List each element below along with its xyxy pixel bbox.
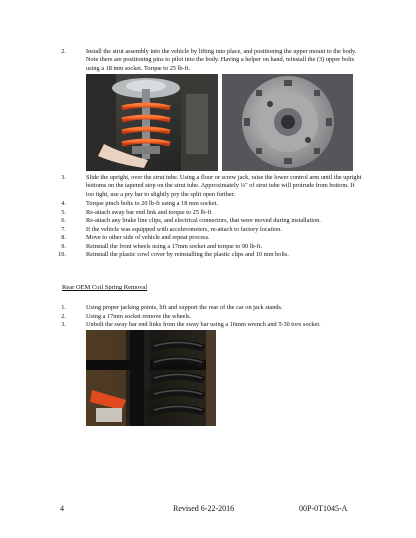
step-number: 3. (61, 321, 66, 328)
section-title: Rear OEM Coil Spring Removal (62, 284, 148, 291)
step-number: 2. (61, 312, 66, 320)
step-text: Unbolt the sway bar end links from the sway bar using a 16mm wrench and T-30 torx socket. (86, 321, 321, 328)
step-text: Slide the upright, over the strut tube. Using a floor or screw jack, raise the lower control arm until the upright bottoms on the tapered stop on the strut tube. Approximately ¼" of strut tube will protrude from bottom. If too tight, use a pry bar to slightly pry the split open further. (86, 174, 362, 198)
step-number: 7. (61, 225, 66, 233)
step-number: 9. (61, 242, 66, 250)
step-number: 2. (61, 48, 66, 55)
upper-mount-photo (222, 74, 353, 171)
rear-coil-spring-photo (86, 330, 216, 426)
step-text: If the vehicle was equipped with accelerometers, re-attach to factory location. (86, 225, 282, 233)
step-number: 1. (61, 304, 66, 311)
step-number: 3. (61, 174, 66, 181)
revision-date: Revised 6-22-2016 (173, 504, 235, 513)
part-number: 00P-0T1045-A (299, 504, 348, 513)
step-number: 10. (58, 251, 66, 258)
strut-assembly-photo (86, 74, 218, 171)
step-text: Using a 17mm socket remove the wheels. (86, 312, 192, 320)
step-text: Reinstall the plastic cowl cover by reinstalling the plastic clips and 10 mm bolts. (86, 251, 289, 258)
step-number: 6. (61, 217, 66, 224)
step-text: Using proper jacking points, lift and support the rear of the car on jack stands. (86, 304, 283, 311)
step-text: Re-attach any brake line clips, and electrical connectors, that were moved during installation. (86, 217, 321, 224)
step-number: 8. (61, 234, 66, 241)
step-text: Install the strut assembly into the vehicle by lifting into place, and positioning the upper mount to the body. Note there are positioning pins to pilot into the body. Having a helper on hand, reinstall the (3) upper bolts using a 18 mm socket. Torque to 25 lb-ft. (86, 48, 357, 72)
step-text: Re-attach sway bar end link and torque to 25 lb-ft (86, 208, 212, 216)
step-number: 5. (61, 208, 66, 216)
step-text: Torque pinch bolts to 20 lb-ft using a 18 mm socket. (86, 200, 218, 207)
step-text: Move to other side of vehicle and repeat process. (86, 234, 210, 241)
step-number: 4. (61, 200, 66, 207)
step-text: Reinstall the front wheels using a 17mm socket and torque to 90 lb-ft. (86, 242, 263, 250)
page-number: 4 (60, 504, 64, 513)
